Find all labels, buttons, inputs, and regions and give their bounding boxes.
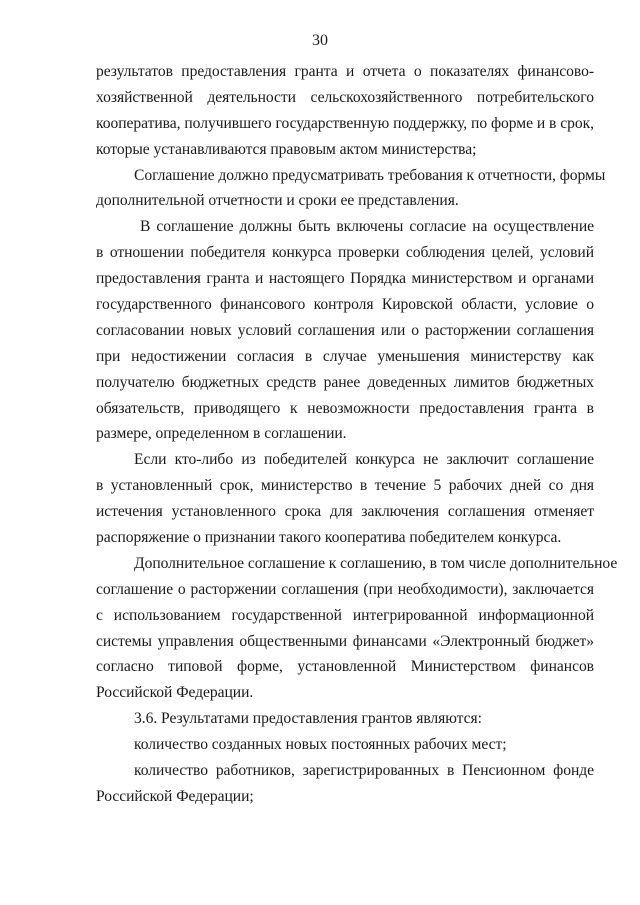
text-line: согласовании новых условий соглашения или о расторжении соглашения	[96, 321, 594, 339]
paragraph-additional-agreement	[96, 551, 618, 706]
text-line: Дополнительное соглашение к соглашению, в том числе дополнительное	[134, 554, 618, 572]
text-line: получателю бюджетных средств ранее доведенных лимитов бюджетных	[96, 373, 594, 391]
text-line: истечения установленного срока для заключения соглашения отменяет	[96, 503, 594, 521]
text-line: результатов предоставления гранта и отчета о показателях финансово-	[96, 63, 594, 80]
text-line: предоставления гранта и настоящего Порядка министерством и органами	[96, 270, 594, 288]
text-line: Если кто-либо из победителей конкурса не заключит соглашение	[134, 451, 594, 469]
text-line: кооператива, получившего государственную поддержку, по форме и в срок,	[96, 114, 594, 132]
paragraph-grant-report-continuation	[96, 59, 594, 163]
paragraph-winner-refusal	[96, 447, 594, 551]
text-line: согласно типовой форме, установленной Министерством финансов	[96, 658, 594, 676]
paragraph-result-registered-workers	[96, 758, 594, 810]
paragraph-reporting-requirements	[96, 163, 606, 215]
text-line: хозяйственной деятельности сельскохозяйственного потребительского	[96, 88, 594, 106]
text-line: соглашение о расторжении соглашения (при необходимости), заключается	[96, 580, 594, 598]
text-line: при недостижении согласия в случае уменьшения министерству как	[96, 347, 594, 365]
text-line: размере, определенном в соглашении.	[96, 425, 347, 443]
text-line: количество созданных новых постоянных рабочих мест;	[134, 736, 507, 754]
text-line: государственного финансового контроля Кировской области, условие о	[96, 296, 594, 314]
text-line: количество работников, зарегистрированных в Пенсионном фонде	[134, 762, 594, 780]
text-line: которые устанавливаются правовым актом министерства;	[96, 140, 477, 158]
text-line: с использованием государственной интегрированной информационной	[96, 606, 594, 624]
text-line: Российской Федерации.	[96, 684, 254, 702]
paragraph-section-3-6	[96, 706, 594, 732]
text-line: 3.6. Результатами предоставления грантов являются:	[134, 710, 482, 728]
text-line: дополнительной отчетности и сроки ее представления.	[96, 192, 459, 210]
paragraph-result-new-jobs	[96, 732, 594, 758]
document-body	[96, 59, 618, 810]
text-line: обязательств, приводящего к невозможности предоставления гранта в	[96, 399, 594, 417]
text-line: В соглашение должны быть включены согласие на осуществление	[140, 218, 594, 236]
text-line: Российской Федерации;	[96, 787, 254, 805]
text-line: распоряжение о признании такого кооператива победителем конкурса.	[96, 529, 562, 547]
text-line: системы управления общественными финансами «Электронный бюджет»	[96, 632, 594, 650]
text-line: в отношении победителя конкурса проверки соблюдения целей, условий	[96, 244, 594, 262]
paragraph-agreement-consent	[96, 214, 594, 447]
page-number: 30	[312, 32, 328, 49]
text-line: в установленный срок, министерство в течение 5 рабочих дней со дня	[96, 477, 594, 495]
text-line: Соглашение должно предусматривать требования к отчетности, формы	[134, 166, 606, 184]
